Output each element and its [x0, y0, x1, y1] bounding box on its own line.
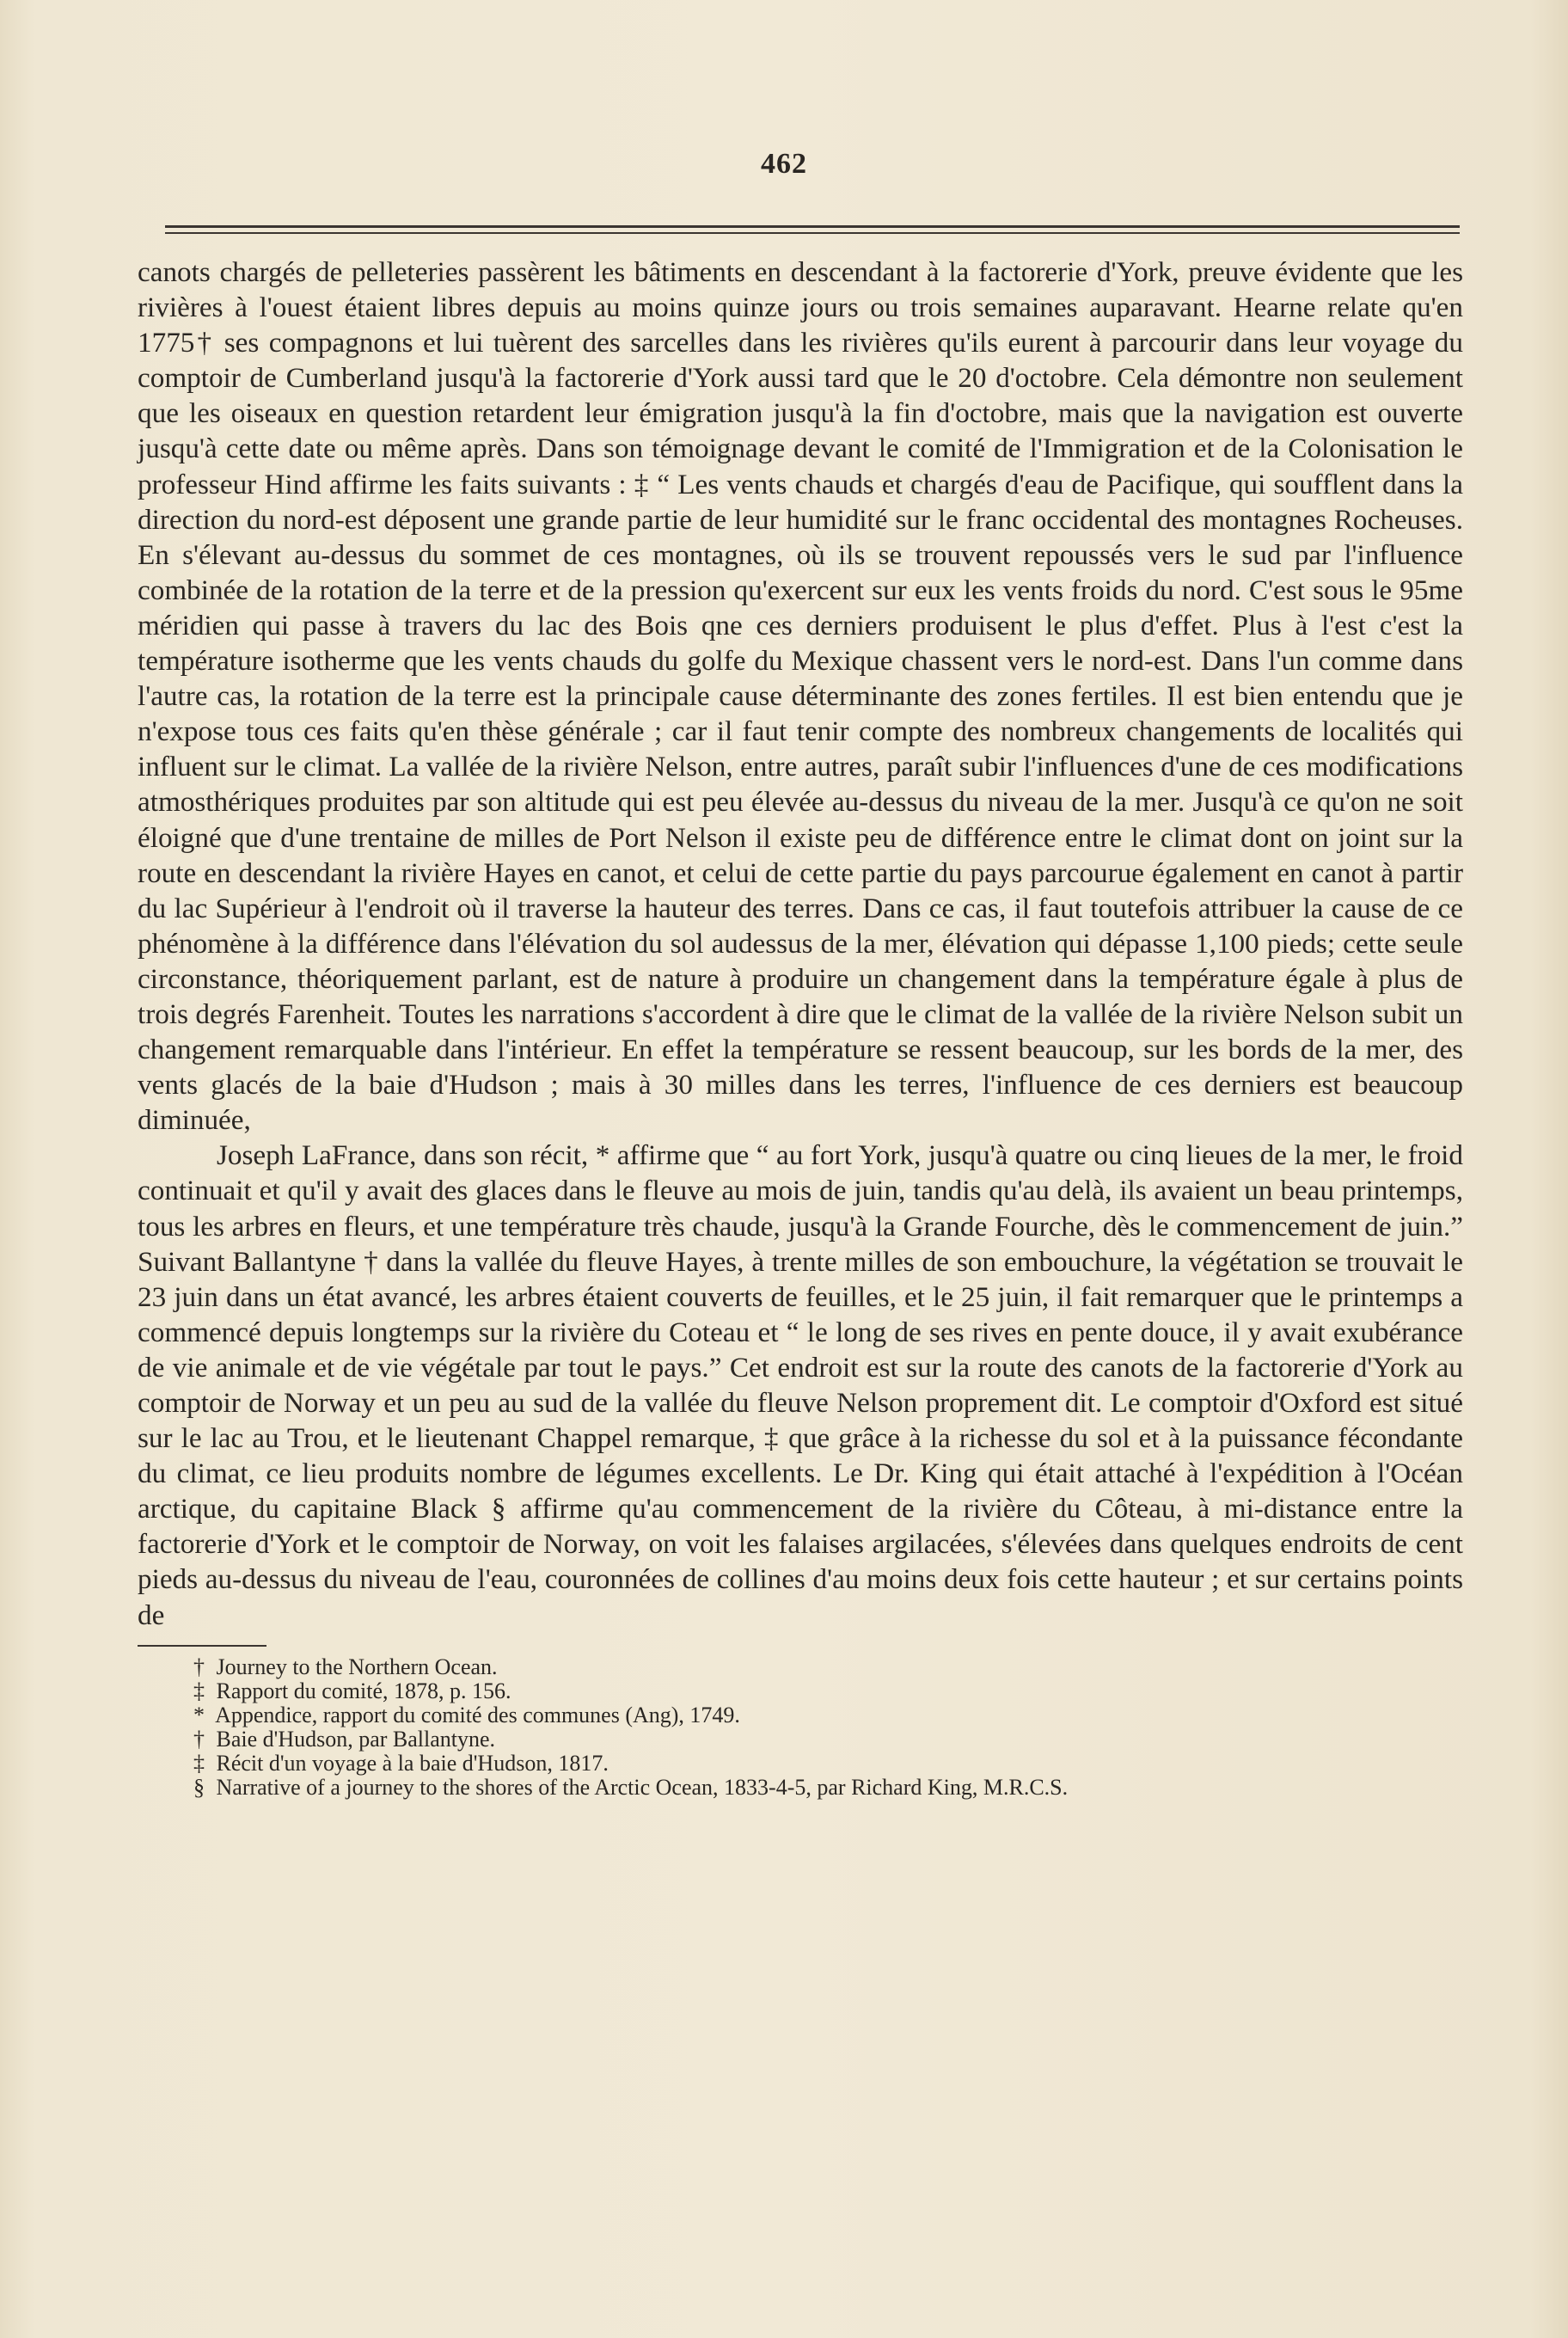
- footnote-mark: †: [193, 1654, 205, 1679]
- paragraph-continued: canots chargés de pelleteries passèrent les bâtiments en descendant à la factorerie d'York, preuve évidente que les rivières à l'ouest étaient libres depuis au moins quinze jours ou trois semaines auparavant. Hearne relate qu'en 1775† ses compagnons et lui tuèrent des sarcelles dans les rivières qu'ils eurent à parcourir dans leur voyage du comptoir de Cumberland jusqu'à la factorerie d'York aussi tard que le 20 d'octobre. Cela démontre non seulement que les oiseaux en question retardent leur émigration jusqu'à la fin d'octobre, mais que la navigation est ouverte jusqu'à cette date ou même après. Dans son témoignage devant le comité de l'Immigration et de la Colonisation le professeur Hind affirme les faits suivants : ‡ “ Les vents chauds et chargés d'eau de Pacifique, qui soufflent dans la direction du nord-est déposent une grande partie de leur humidité sur le franc occidental des montagnes Rocheuses. En s'élevant au-dessus du sommet de ces montagnes, où ils se trouvent repoussés vers le sud par l'influence combinée de la rotation de la terre et de la pression qu'exercent sur eux les vents froids du nord. C'est sous le 95me méridien qui passe à travers du lac des Bois qne ces derniers produisent le plus d'effet. Plus à l'est c'est la température isotherme que les vents chauds du golfe du Mexique chassent vers le nord-est. Dans l'un comme dans l'autre cas, la rotation de la terre est la principale cause déterminante des zones fertiles. Il est bien entendu que je n'expose tous ces faits qu'en thèse générale ; car il faut tenir compte des nombreux changements de localités qui influent sur le climat. La vallée de la rivière Nelson, entre autres, paraît subir l'influences d'une de ces modifications atmosthériques produites par son altitude qui est peu élevée au-dessus du niveau de la mer. Jusqu'à ce qu'on ne soit éloigné que d'une trentaine de milles de Port Nelson il existe peu de différence entre le climat dont on joint sur la route en descendant la rivière Hayes en canot, et celui de cette partie du pays parcourue également en canot à partir du lac Supérieur à l'endroit où il traverse la hauteur des terres. Dans ce cas, il faut toutefois attribuer la cause de ce phénomène à la différence dans l'élévation du sol audessus de la mer, élévation qui dépasse 1,100 pieds; cette seule circonstance, théoriquement parlant, est de nature à produire un changement dans la température égale à plus de trois degrés Farenheit. Toutes les narrations s'accordent à dire que le climat de la vallée de la rivière Nelson subit un changement remarquable dans l'intérieur. En effet la température se ressent beaucoup, sur les bords de la mer, des vents glacés de la baie d'Hudson ; mais à 30 milles dans les terres, l'influence de ces derniers est beaucoup diminuée,: [138, 256, 1463, 1137]
- paragraph-lafrance: Joseph LaFrance, dans son récit, * affirme que “ au fort York, jusqu'à quatre ou cinq lieues de la mer, le froid continuait et qu'il y avait des glaces dans le fleuve au mois de juin, tandis qu'au delà, ils avaient un beau printemps, tous les arbres en fleurs, et une température très chaude, jusqu'à la Grande Fourche, dès le commencement de juin.” Suivant Ballantyne † dans la vallée du fleuve Hayes, à trente milles de son embouchure, la végétation se trouvait le 23 juin dans un état avancé, les arbres étaient couverts de feuilles, et le 25 juin, il fait remarquer que le printemps a commencé depuis longtemps sur la rivière du Coteau et “ le long de ses rives en pente douce, il y avait exubérance de vie animale et de vie végétale par tout le pays.” Cet endroit est sur la route des canots de la factorerie d'York au comptoir de Norway et un peu au sud de la vallée du fleuve Nelson proprement dit. Le comptoir d'Oxford est situé sur le lac au Trou, et le lieutenant Chappel remarque, ‡ que grâce à la richesse du sol et à la puissance fécondante du climat, ce lieu produits nombre de légumes excellents. Le Dr. King qui était attaché à l'expédition à l'Océan arctique, du capitaine Black § affirme qu'au commencement de la rivière du Côteau, à mi-distance entre la factorerie d'York et le comptoir de Norway, on voit les falaises argilacées, s'élevées dans quelques endroits de cent pieds au-dessus du niveau de l'eau, couronnées de collines d'au moins deux fois cette hauteur ; et sur certains points de: [138, 1139, 1463, 1631]
- footnote-text: Journey to the Northern Ocean.: [216, 1654, 498, 1679]
- header-rule-bottom: [165, 232, 1460, 234]
- footnote-item: [193, 1752, 1466, 1776]
- footnote-mark: §: [193, 1775, 205, 1800]
- footnote-item: [193, 1703, 1466, 1727]
- footnote-mark: †: [193, 1727, 205, 1752]
- footnote-mark: ‡: [193, 1678, 205, 1703]
- footnote-item: [193, 1655, 1466, 1679]
- footnote-mark: *: [193, 1703, 205, 1727]
- footnote-text: Baie d'Hudson, par Ballantyne.: [216, 1727, 496, 1752]
- footnote-separator: [138, 1645, 266, 1647]
- footnote-item: [193, 1727, 1466, 1752]
- page-number: 462: [761, 148, 807, 180]
- header-rule-top: [165, 225, 1460, 228]
- footnote-text: Appendice, rapport du comité des communes (Ang), 1749.: [215, 1703, 740, 1727]
- footnote-mark: ‡: [193, 1751, 205, 1776]
- footnote-text: Récit d'un voyage à la baie d'Hudson, 1817.: [216, 1751, 609, 1776]
- footnotes: [193, 1655, 1466, 1800]
- footnote-text: Rapport du comité, 1878, p. 156.: [216, 1678, 511, 1703]
- footnote-item: [193, 1776, 1466, 1800]
- body-text: [138, 255, 1463, 1633]
- footnote-item: [193, 1679, 1466, 1703]
- footnote-text: Narrative of a journey to the shores of the Arctic Ocean, 1833-4-5, par Richard King, M.R.C.S.: [216, 1775, 1069, 1800]
